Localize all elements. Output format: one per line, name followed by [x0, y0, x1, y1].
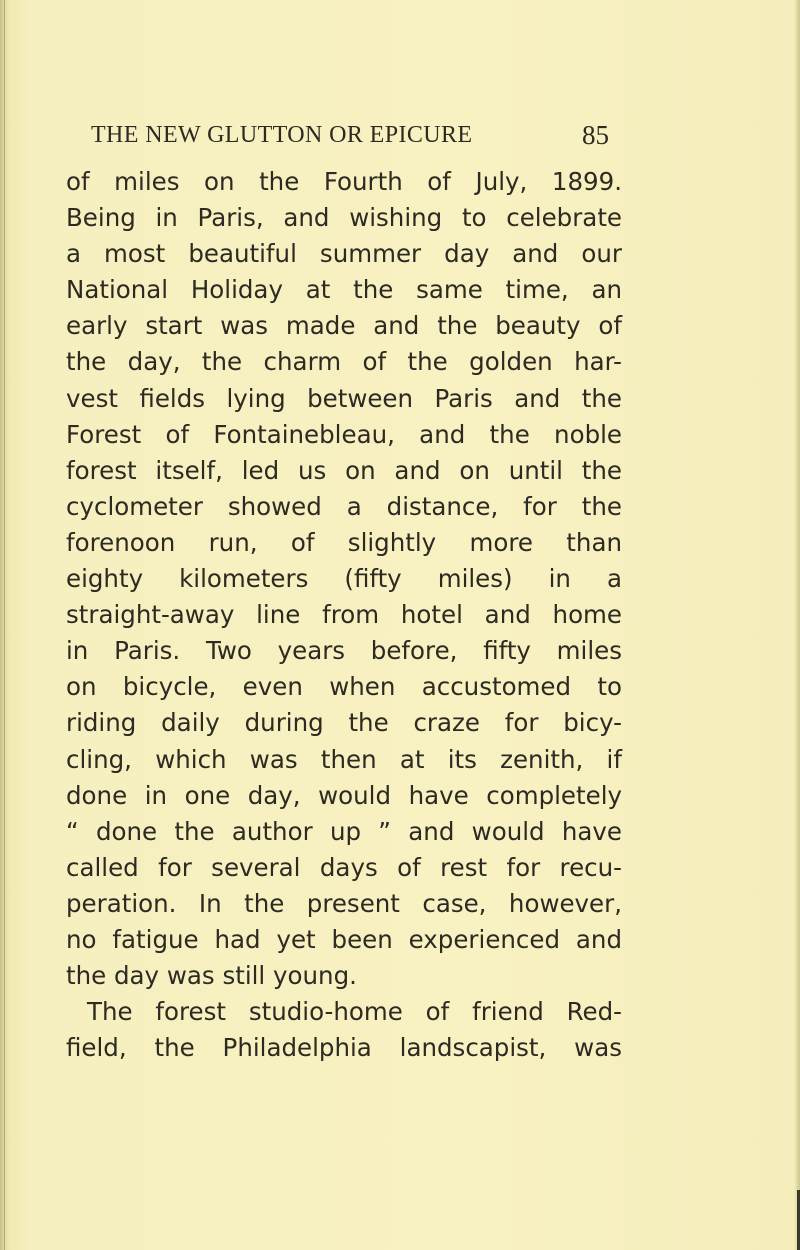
text-line: straight-away line from hotel and home: [66, 600, 622, 630]
text-line: a most beautiful summer day and our: [66, 239, 622, 269]
text-line: of miles on the Fourth of July, 1899.: [66, 167, 622, 196]
text-line: forest itself, led us on and on until the: [66, 455, 622, 485]
text-line: early start was made and the beauty of: [66, 311, 622, 341]
text-line: “ done the author up ” and would have: [66, 816, 622, 846]
text-line: called for several days of rest for recu-: [66, 852, 622, 882]
paragraph-end-line: the day was still young.: [66, 961, 357, 991]
text-line: the day, the charm of the golden har-: [66, 347, 622, 377]
text-line: on bicycle, even when accustomed to: [66, 672, 622, 702]
text-line: cyclometer showed a distance, for the: [66, 491, 622, 521]
running-head-title: THE NEW GLUTTON OR EPICURE: [91, 122, 473, 148]
text-line: no fatigue had yet been experienced and: [66, 924, 622, 954]
paragraph-start-line: The forest studio-home of friend Red-: [87, 997, 622, 1027]
text-line: in Paris. Two years before, fifty miles: [66, 636, 622, 666]
text-line: field, the Philadelphia landscapist, was: [66, 1033, 622, 1063]
running-head: [0, 118, 800, 158]
text-line: forenoon run, of slightly more than: [66, 527, 622, 557]
text-line: National Holiday at the same time, an: [66, 275, 622, 305]
page-gutter: [0, 0, 10, 1250]
text-line: Forest of Fontainebleau, and the noble: [66, 419, 622, 449]
text-line: vest fields lying between Paris and the: [66, 383, 622, 413]
text-line: eighty kilometers (fifty miles) in a: [66, 564, 622, 594]
text-line: riding daily during the craze for bicy-: [66, 708, 622, 738]
page-edge: [794, 0, 800, 1250]
text-line: done in one day, would have completely: [66, 780, 622, 810]
text-line: Being in Paris, and wishing to celebrate: [66, 203, 622, 233]
text-line: peration. In the present case, however,: [66, 888, 622, 918]
page-number: 85: [582, 120, 609, 150]
gutter-line: [4, 0, 5, 1250]
body-text: [66, 164, 622, 1066]
text-line: cling, which was then at its zenith, if: [66, 744, 622, 774]
